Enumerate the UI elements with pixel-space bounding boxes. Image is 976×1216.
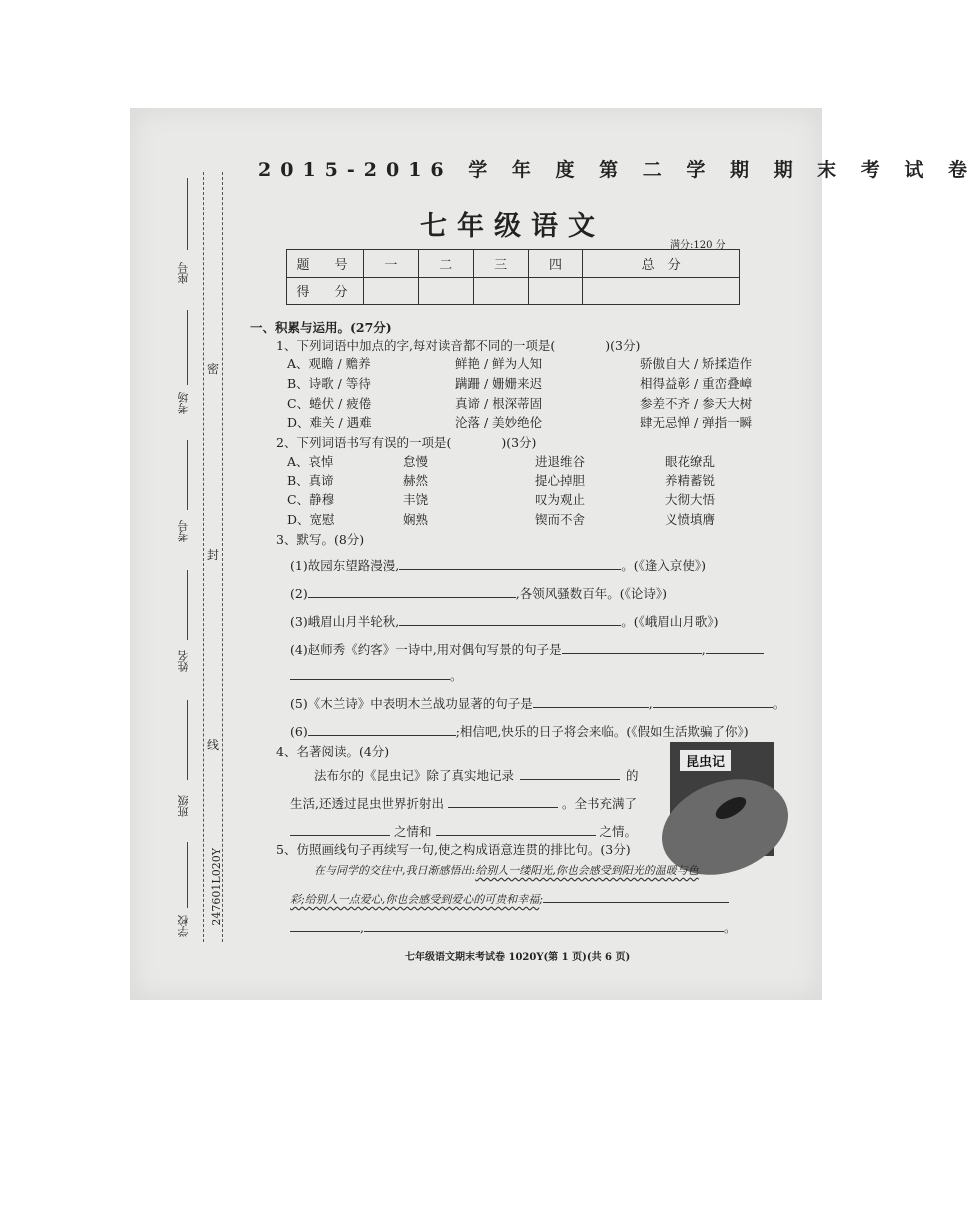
- q4-blank-2[interactable]: [448, 795, 558, 808]
- q2-option-b-2: 赫然: [403, 473, 429, 488]
- q3-item-6-post: ;相信吧,快乐的日子将会来临。(《假如生活欺骗了你》): [455, 724, 749, 739]
- q3-item-3-blank[interactable]: [399, 613, 621, 626]
- label-name: 姓名: [177, 650, 190, 672]
- q5-answer-blank-3[interactable]: [364, 919, 724, 932]
- q3-item-4-line2: 。: [290, 666, 463, 684]
- q2-option-c-3: 叹为观止: [535, 492, 586, 507]
- q3-item-5-blank-a[interactable]: [533, 695, 649, 708]
- q4-blank-4[interactable]: [436, 823, 596, 836]
- seal-word-xian: 线: [207, 738, 220, 752]
- score-header-4: 四: [528, 250, 583, 278]
- q5-text-line-1: [314, 862, 699, 878]
- full-score: 满分:120 分: [670, 240, 726, 251]
- q2-option-b-1: B、真谛: [287, 473, 334, 488]
- paper-code: 247601L020Y: [210, 848, 223, 926]
- score-row-label: 得 分: [287, 277, 364, 305]
- q5-text-plain: 在与同学的交往中,我日渐感悟出:: [314, 864, 476, 877]
- q2-stem: 2、下列词语书写有误的一项是( )(3分): [276, 435, 537, 450]
- q1-option-c-3: 参差不齐 / 参天大树: [640, 396, 753, 411]
- subject-title: 七年级语文: [420, 211, 605, 242]
- q3-item-5-pre: (5)《木兰诗》中表明木兰战功显著的句子是: [290, 696, 533, 711]
- q2-option-a-4: 眼花缭乱: [665, 454, 716, 469]
- q4-blank-3[interactable]: [290, 823, 390, 836]
- name-blank: [187, 570, 188, 640]
- q3-item-4-blank-a[interactable]: [562, 641, 702, 654]
- label-school: 学校: [177, 915, 190, 937]
- q5-answer-blank-1[interactable]: [543, 890, 729, 903]
- q3-item-3-post: 。(《峨眉山月歌》): [621, 614, 719, 629]
- score-header-total: 总 分: [583, 250, 740, 278]
- score-header-1: 一: [364, 250, 419, 278]
- q4-line-1-post: 的: [626, 768, 639, 783]
- label-exam-room: 考场: [177, 392, 190, 414]
- label-seat-number: 座号: [177, 262, 190, 284]
- q3-stem: 3、默写。(8分): [276, 532, 365, 547]
- q3-item-4: [290, 640, 764, 658]
- binding-line-outer: [203, 172, 204, 942]
- score-cell-2[interactable]: [418, 277, 473, 305]
- q3-item-6-blank[interactable]: [308, 723, 456, 736]
- q1-option-d-2: 沦落 / 美妙绝伦: [455, 415, 543, 430]
- q1-option-b-1: B、诗歌 / 等待: [287, 376, 371, 391]
- q1-option-b-3: 相得益彰 / 重峦叠嶂: [640, 376, 753, 391]
- q3-item-4-pre: (4)赵师秀《约客》一诗中,用对偶句写景的句子是: [290, 642, 562, 657]
- q5-stem: 5、仿照画线句子再续写一句,使之构成语意连贯的排比句。(3分): [276, 842, 631, 857]
- q3-item-5-post: ,: [648, 696, 653, 711]
- q1-stem: 1、下列词语中加点的字,每对读音都不同的一项是( )(3分): [276, 338, 641, 353]
- q4-line-1-pre: 法布尔的《昆虫记》除了真实地记录: [314, 768, 515, 783]
- q3-item-4-blank-b[interactable]: [706, 641, 764, 654]
- q4-line-3: [290, 822, 637, 840]
- q2-option-a-1: A、哀悼: [287, 454, 334, 469]
- seal-word-mi: 密: [207, 362, 220, 376]
- q3-item-2: [290, 584, 667, 602]
- q1-option-b-2: 蹒跚 / 姗姗来迟: [455, 376, 543, 391]
- score-header-2: 二: [418, 250, 473, 278]
- q1-option-d-3: 肆无忌惮 / 弹指一瞬: [640, 415, 753, 430]
- q3-item-1-pre: (1)故园东望路漫漫,: [290, 558, 400, 573]
- q4-line-2-pre: 生活,还透过昆虫世界折射出: [290, 796, 444, 811]
- q2-option-d-4: 义愤填膺: [665, 512, 716, 527]
- q2-option-c-2: 丰饶: [403, 492, 429, 507]
- q4-line-1: [314, 766, 639, 784]
- q3-item-2-pre: (2): [290, 586, 308, 601]
- q5-answer-blank-2[interactable]: [290, 919, 360, 932]
- page-footer: 七年级语文期末考试卷 1020Y(第 1 页)(共 6 页): [405, 952, 631, 963]
- q3-item-1-blank[interactable]: [399, 557, 621, 570]
- q4-line-3-post: 之情。: [599, 824, 638, 839]
- q4-line-2-post: 。全书充满了: [561, 796, 637, 811]
- seat-blank: [187, 178, 188, 250]
- q3-item-3-pre: (3)峨眉山月半轮秋,: [290, 614, 400, 629]
- room-blank: [187, 310, 188, 385]
- q2-option-d-3: 锲而不舍: [535, 512, 586, 527]
- q5-text-line-2: [290, 890, 729, 907]
- q3-item-4-blank-c[interactable]: [290, 667, 450, 680]
- q2-option-b-4: 养精蓄锐: [665, 473, 716, 488]
- q1-option-d-1: D、难关 / 遇难: [287, 415, 372, 430]
- label-exam-number: 考号: [177, 520, 190, 542]
- score-table: [286, 249, 740, 305]
- q4-stem: 4、名著阅读。(4分): [276, 744, 390, 759]
- score-cell-4[interactable]: [528, 277, 583, 305]
- q1-option-c-2: 真谛 / 根深蒂固: [455, 396, 543, 411]
- q5-text-underlined-2: 彩;给别人一点爱心,你也会感受到爱心的可贵和幸福: [290, 893, 540, 906]
- score-header-question: 题 号: [287, 250, 364, 278]
- q1-option-a-1: A、观瞻 / 赡养: [287, 356, 371, 371]
- q3-item-5: (5)《木兰诗》中表明木兰战功显著的句子是 , 。: [290, 696, 786, 711]
- q3-item-2-post: ,各领风骚数百年。(《论诗》): [515, 586, 667, 601]
- q3-item-1-post: 。(《逢入京使》): [621, 558, 706, 573]
- q2-option-a-2: 怠慢: [403, 454, 429, 469]
- q4-line-2: [290, 794, 637, 812]
- school-blank: [187, 842, 188, 908]
- q2-option-a-3: 进退维谷: [535, 454, 586, 469]
- q3-item-6: [290, 722, 749, 740]
- q3-item-6-pre: (6): [290, 724, 308, 739]
- q4-line-3-mid: 之情和: [394, 824, 432, 839]
- q5-text-end: ;: [539, 893, 543, 906]
- q3-item-3: [290, 612, 718, 630]
- q5-text-underlined-1: 给别人一缕阳光,你也会感受到阳光的温暖与色: [475, 864, 699, 877]
- exam-number-blank: [187, 440, 188, 510]
- score-cell-3[interactable]: [473, 277, 528, 305]
- q1-option-c-1: C、蜷伏 / 疲倦: [287, 396, 372, 411]
- q5-answer-line-2: , 。: [290, 918, 737, 936]
- q4-blank-1[interactable]: [520, 767, 620, 780]
- binding-line-inner: [222, 172, 223, 942]
- seal-word-feng: 封: [207, 548, 220, 562]
- section-1-heading: 一、积累与运用。(27分): [250, 320, 392, 335]
- q3-item-2-blank[interactable]: [308, 585, 516, 598]
- label-class: 班级: [177, 795, 190, 817]
- class-blank: [187, 700, 188, 780]
- score-header-3: 三: [473, 250, 528, 278]
- score-cell-1[interactable]: [364, 277, 419, 305]
- q1-option-a-2: 鲜艳 / 鲜为人知: [455, 356, 543, 371]
- q2-option-b-3: 提心掉胆: [535, 473, 586, 488]
- q3-item-5-blank-b[interactable]: [653, 695, 773, 708]
- q2-option-c-1: C、静穆: [287, 492, 335, 507]
- q2-option-c-4: 大彻大悟: [665, 492, 716, 507]
- q2-option-d-1: D、宽慰: [287, 512, 335, 527]
- q1-option-a-3: 骄傲自大 / 矫揉造作: [640, 356, 753, 371]
- q2-option-d-2: 娴熟: [403, 512, 429, 527]
- book-cover-title: 昆虫记: [680, 750, 731, 771]
- insect-book-cover-image: [670, 742, 774, 856]
- score-cell-total[interactable]: [583, 277, 740, 305]
- exam-title: 2015-2016 学 年 度 第 二 学 期 期 末 考 试 卷: [258, 159, 976, 181]
- q3-item-4-post: ,: [701, 642, 706, 657]
- q3-item-1: [290, 556, 706, 574]
